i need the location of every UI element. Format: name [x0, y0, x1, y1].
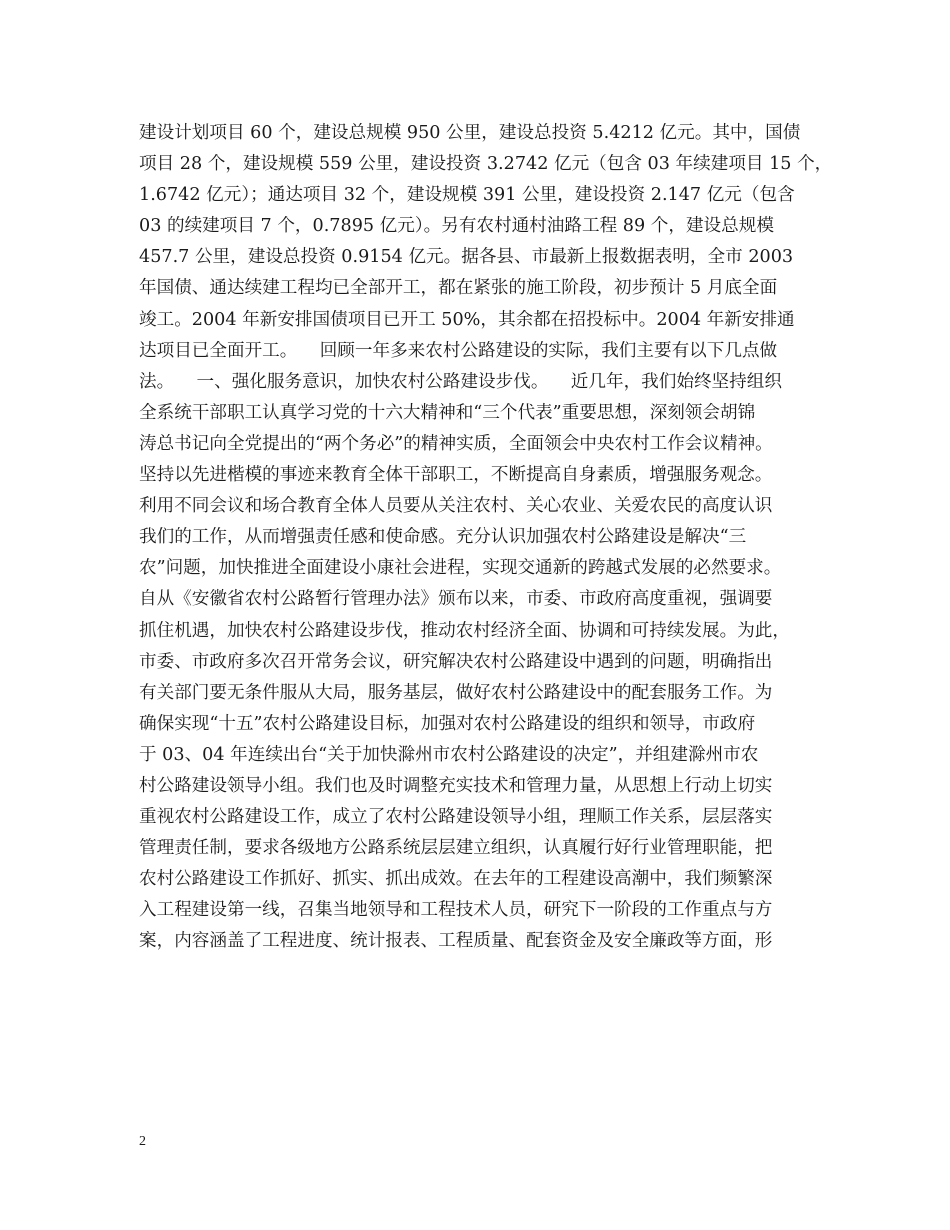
text-line: 有关部门要无条件服从大局，服务基层，做好农村公路建设中的配套服务工作。为: [139, 682, 773, 703]
text-line: 农”问题，加快推进全面建设小康社会进程，实现交通新的跨越式发展的必然要求。: [139, 558, 782, 579]
text-line: 抓住机遇，加快农村公路建设步伐，推动农村经济全面、协调和可持续发展。为此，: [139, 620, 790, 641]
text-line: 法。 一、强化服务意识，加快农村公路建设步伐。 近几年，我们始终坚持组织: [139, 371, 782, 392]
text-line: 457.7 公里，建设总投资 0.9154 亿元。据各县、市最新上报数据表明，全市 2003: [139, 247, 794, 268]
text-line: 03 的续建项目 7 个，0.7895 亿元）。另有农村通村油路工程 89 个，建设总规模: [139, 216, 774, 237]
text-line: 年国债、通达续建工程均已全部开工，都在紧张的施工阶段，初步预计 5 月底全面: [139, 278, 778, 299]
text-line: 管理责任制，要求各级地方公路系统层层建立组织，认真履行好行业管理职能，把: [139, 838, 773, 859]
text-line: 竣工。2004 年新安排国债项目已开工 50%，其余都在招投标中。2004 年新安排通: [139, 309, 795, 330]
text-line: 自从《安徽省农村公路暂行管理办法》颁布以来，市委、市政府高度重视，强调要: [139, 589, 773, 610]
text-line: 利用不同会议和场合教育全体人员要从关注农村、关心农业、关爱农民的高度认识: [139, 496, 773, 517]
text-line: 村公路建设领导小组。我们也及时调整充实技术和管理力量，从思想上行动上切实: [139, 775, 773, 796]
text-line: 市委、市政府多次召开常务会议，研究解决农村公路建设中遇到的问题，明确指出: [139, 651, 773, 672]
text-line: 达项目已全面开工。 回顾一年多来农村公路建设的实际，我们主要有以下几点做: [139, 340, 778, 361]
body-text: [139, 118, 839, 958]
text-line: 全系统干部职工认真学习党的十六大精神和“三个代表”重要思想，深刻领会胡锦: [139, 402, 756, 423]
text-line: 入工程建设第一线，召集当地领导和工程技术人员，研究下一阶段的工作重点与方: [139, 900, 773, 921]
text-line: 建设计划项目 60 个，建设总规模 950 公里，建设总投资 5.4212 亿元。其中，国债: [139, 123, 801, 143]
text-line: 涛总书记向全党提出的“两个务必”的精神实质，全面领会中央农村工作会议精神。: [139, 433, 773, 454]
text-line: 我们的工作，从而增强责任感和使命感。充分认识加强农村公路建设是解决“三: [139, 527, 747, 548]
text-line: 坚持以先进楷模的事迹来教育全体干部职工，不断提高自身素质，增强服务观念。: [139, 465, 773, 486]
text-line: 于 03、04 年连续出台“关于加快滁州市农村公路建设的决定”，并组建滁州市农: [139, 744, 759, 765]
text-line: 农村公路建设工作抓好、抓实、抓出成效。在去年的工程建设高潮中，我们频繁深: [139, 869, 773, 890]
text-line: 案，内容涵盖了工程进度、统计报表、工程质量、配套资金及安全廉政等方面，形: [139, 931, 773, 952]
text-line: 1.6742 亿元）；通达项目 32 个，建设规模 391 公里，建设投资 2.147 亿元（包含: [139, 185, 795, 206]
text-line: 项目 28 个，建设规模 559 公里，建设投资 3.2742 亿元（包含 03 年续建项目 15 个，: [139, 154, 833, 175]
text-line: 重视农村公路建设工作，成立了农村公路建设领导小组，理顺工作关系，层层落实: [139, 807, 773, 828]
text-line: 确保实现“十五”农村公路建设目标，加强对农村公路建设的组织和领导，市政府: [139, 713, 756, 734]
page-number: 2: [139, 1134, 146, 1149]
